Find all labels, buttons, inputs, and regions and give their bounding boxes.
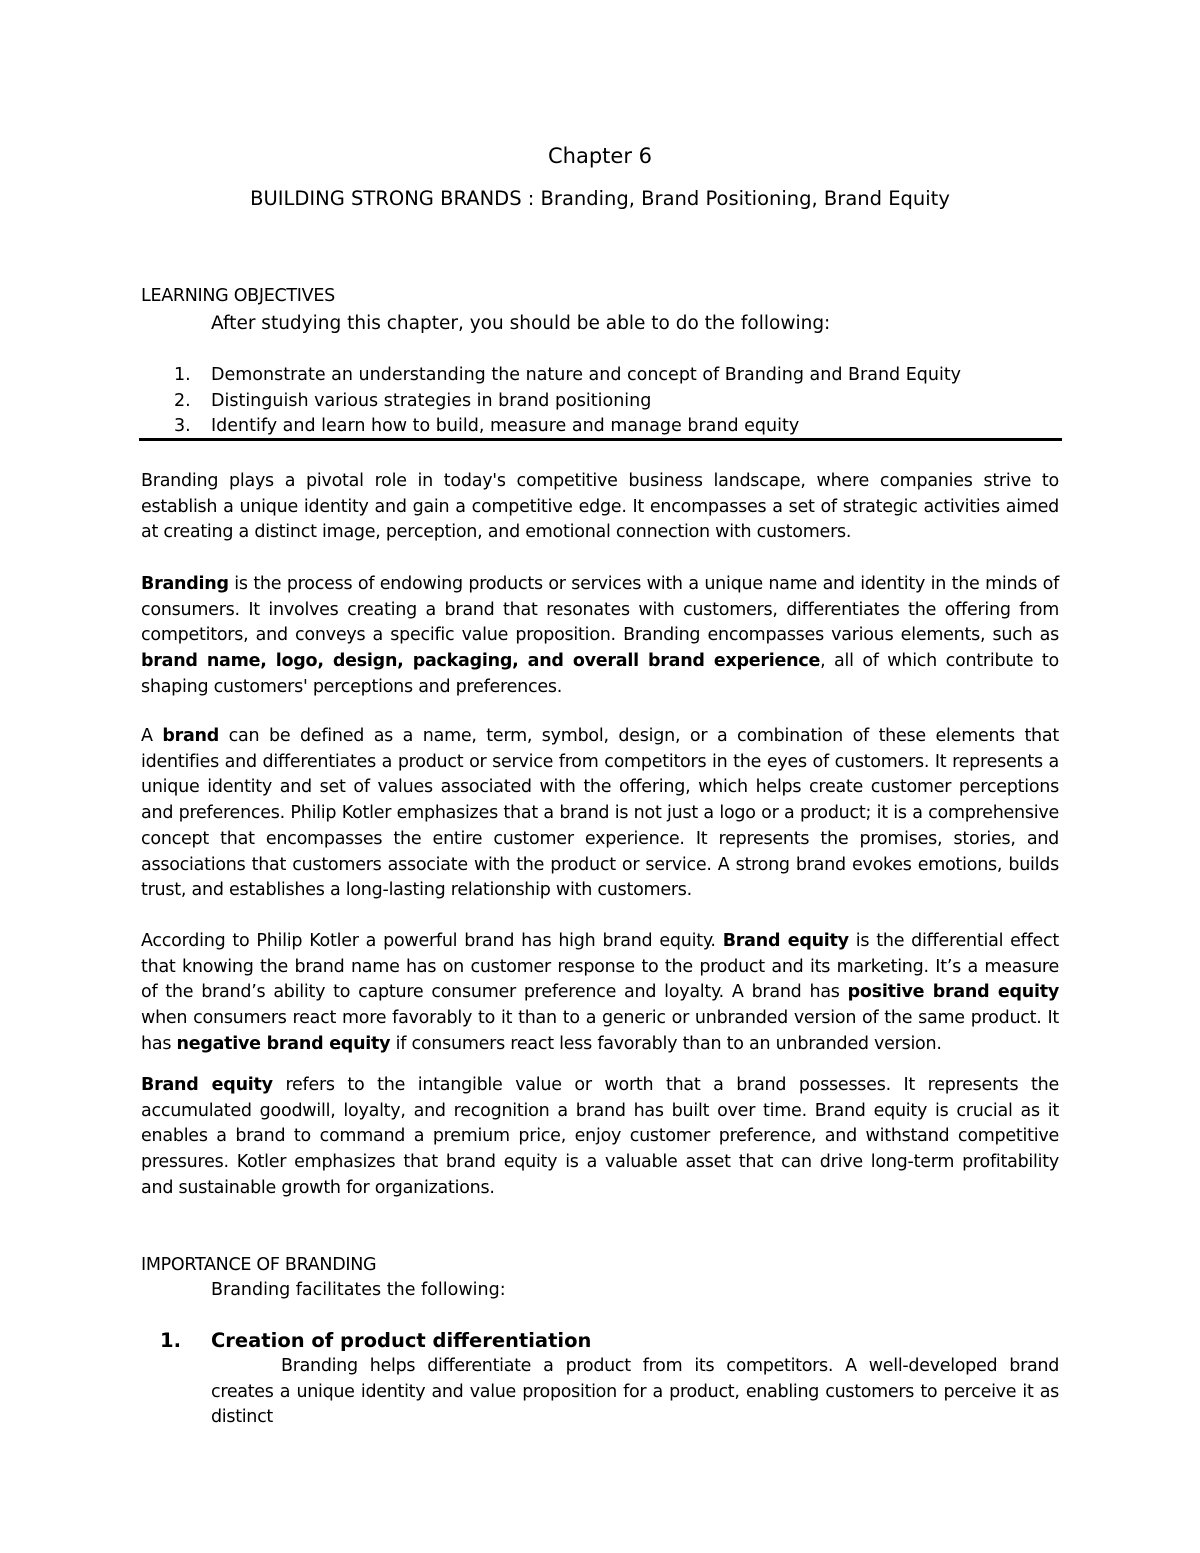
paragraph-branding-definition: Branding is the process of endowing products or services with a unique name and identity in the minds of consumers. It involves creating a brand that resonates with customers, differentiates the offering from competitors, and conveys a specific value proposition. Branding encompasses various elements, such as brand name, logo, design, packaging, and overall brand experience, all of which contribute to shaping customers' perceptions and preferences. [141, 574, 1059, 697]
importance-heading: IMPORTANCE OF BRANDING [141, 1255, 377, 1275]
list-item-number: 1. [174, 365, 191, 385]
term-brand-equity: Brand equity [141, 1075, 273, 1095]
list-item-number: 3. [174, 416, 191, 437]
importance-intro: Branding facilitates the following: [211, 1280, 506, 1300]
learning-objectives-list [141, 363, 1061, 440]
list-item-text: Demonstrate an understanding the nature and concept of Branding and Brand Equity [211, 365, 962, 385]
list-item [174, 363, 1061, 389]
term-positive-brand-equity: positive brand equity [847, 982, 1060, 1003]
section-divider [139, 438, 1062, 441]
term-brand-equity: Brand equity [722, 931, 849, 951]
document-title: BUILDING STRONG BRANDS : Branding, Brand Positioning, Brand Equity [250, 187, 950, 210]
term-brand: brand [162, 726, 220, 746]
paragraph-brand-definition: A brand can be defined as a name, term, symbol, design, or a combination of these elements that identifies and differentiates a product or service from competitors in the eyes of customers. It represents a unique identity and set of values associated with the offering, which helps create customer perceptions and preferences. Philip Kotler emphasizes that a brand is not just a logo or a product; it is a comprehensive concept that encompasses the entire customer experience. It represents the promises, stories, and associations that customers associate with the product or service. A strong brand evokes emotions, builds trust, and establishes a long-lasting relationship with customers. [141, 726, 1059, 901]
branding-elements: brand name, logo, design, packaging, and overall brand experience [141, 651, 821, 672]
importance-item-title: Creation of product differentiation [211, 1329, 592, 1352]
term-negative-brand-equity: negative brand equity [176, 1033, 391, 1054]
list-item-number: 1. [160, 1329, 181, 1352]
term-branding: Branding [141, 574, 229, 594]
chapter-label: Chapter 6 [548, 144, 652, 168]
learning-objectives-heading: LEARNING OBJECTIVES [141, 286, 335, 306]
list-item-text: Identify and learn how to build, measure and manage brand equity [211, 416, 800, 437]
list-item-number: 2. [174, 390, 191, 411]
list-item-text: Distinguish various strategies in brand positioning [211, 390, 652, 411]
list-item [174, 414, 1061, 440]
paragraph-brand-equity-kotler: According to Philip Kotler a powerful brand has high brand equity. Brand equity is the differential effect that knowing the brand name has on customer response to the product and its marketing. It’s a measure of the brand’s ability to capture consumer preference and loyalty. A brand has positive brand equity when consumers react more favorably to it than to a generic or unbranded version of the same product. It has negative brand equity if consumers react less favorably than to an unbranded version. [141, 931, 1060, 1054]
learning-objectives-intro: After studying this chapter, you should be able to do the following: [211, 313, 831, 334]
importance-item-heading [160, 1327, 591, 1355]
paragraph-branding-intro: Branding plays a pivotal role in today's competitive business landscape, where companies strive to establish a unique identity and gain a competitive edge. It encompasses a set of strategic activities aimed at creating a distinct image, perception, and emotional connection with customers. [141, 471, 1059, 543]
importance-item-body: Branding helps differentiate a product from its competitors. A well-developed brand creates a unique identity and value proposition for a product, enabling customers to perceive it as distinct [211, 1356, 1059, 1428]
paragraph-brand-equity-definition: Brand equity refers to the intangible value or worth that a brand possesses. It represents the accumulated goodwill, loyalty, and recognition a brand has built over time. Brand equity is crucial as it enables a brand to command a premium price, enjoy customer preference, and withstand competitive pressures. Kotler emphasizes that brand equity is a valuable asset that can drive long-term profitability and sustainable growth for organizations. [141, 1075, 1059, 1198]
list-item [174, 389, 1061, 415]
